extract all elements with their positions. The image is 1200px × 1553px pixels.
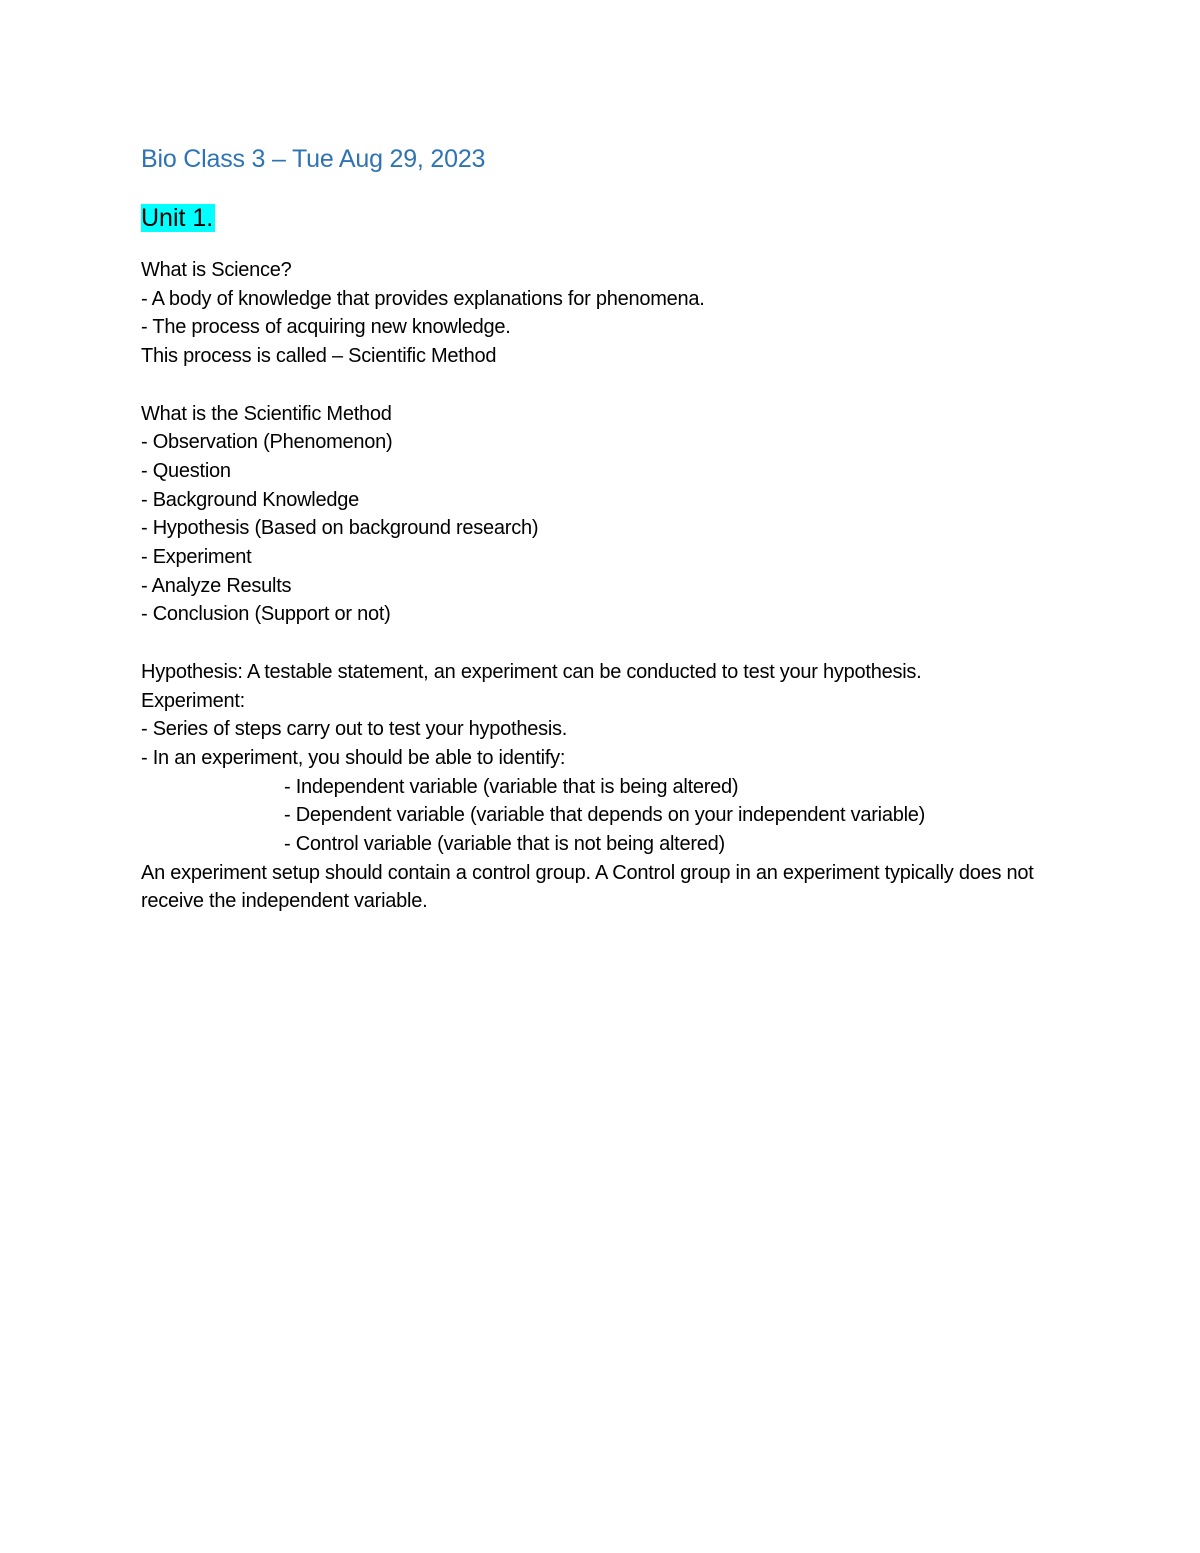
page-title: Bio Class 3 – Tue Aug 29, 2023 bbox=[141, 145, 486, 173]
science-note: This process is called – Scientific Method bbox=[141, 345, 497, 368]
experiment-section bbox=[141, 658, 1061, 916]
method-step: - Observation (Phenomenon) bbox=[141, 431, 393, 454]
science-point: - The process of acquiring new knowledge. bbox=[141, 316, 511, 339]
method-step: - Analyze Results bbox=[141, 574, 292, 597]
science-point: - A body of knowledge that provides explanations for phenomena. bbox=[141, 287, 705, 310]
method-step: - Conclusion (Support or not) bbox=[141, 603, 391, 626]
spacer bbox=[141, 629, 1061, 658]
variable-item: - Dependent variable (variable that depends on your independent variable) bbox=[284, 804, 926, 827]
experiment-point: - Series of steps carry out to test your hypothesis. bbox=[141, 718, 568, 741]
document-body bbox=[141, 140, 1061, 916]
hypothesis-definition: Hypothesis: A testable statement, an experiment can be conducted to test your hypothesis. bbox=[141, 660, 922, 683]
method-section bbox=[141, 400, 1061, 630]
experiment-point: - In an experiment, you should be able to identify: bbox=[141, 746, 566, 769]
spacer bbox=[141, 371, 1061, 400]
science-section bbox=[141, 256, 1061, 371]
method-step: - Question bbox=[141, 459, 231, 482]
method-question: What is the Scientific Method bbox=[141, 402, 392, 425]
method-step: - Hypothesis (Based on background research) bbox=[141, 517, 539, 540]
unit-heading bbox=[141, 202, 1061, 234]
method-step: - Experiment bbox=[141, 546, 252, 569]
variable-item: - Independent variable (variable that is being altered) bbox=[284, 775, 739, 798]
experiment-label: Experiment: bbox=[141, 689, 245, 712]
method-step: - Background Knowledge bbox=[141, 488, 359, 511]
unit-heading-highlight: Unit 1. bbox=[141, 204, 214, 232]
control-group-note: An experiment setup should contain a control group. A Control group in an experiment typically does not receive the independent variable. bbox=[141, 861, 1034, 913]
science-question: What is Science? bbox=[141, 259, 292, 281]
variable-item: - Control variable (variable that is not being altered) bbox=[284, 833, 725, 856]
